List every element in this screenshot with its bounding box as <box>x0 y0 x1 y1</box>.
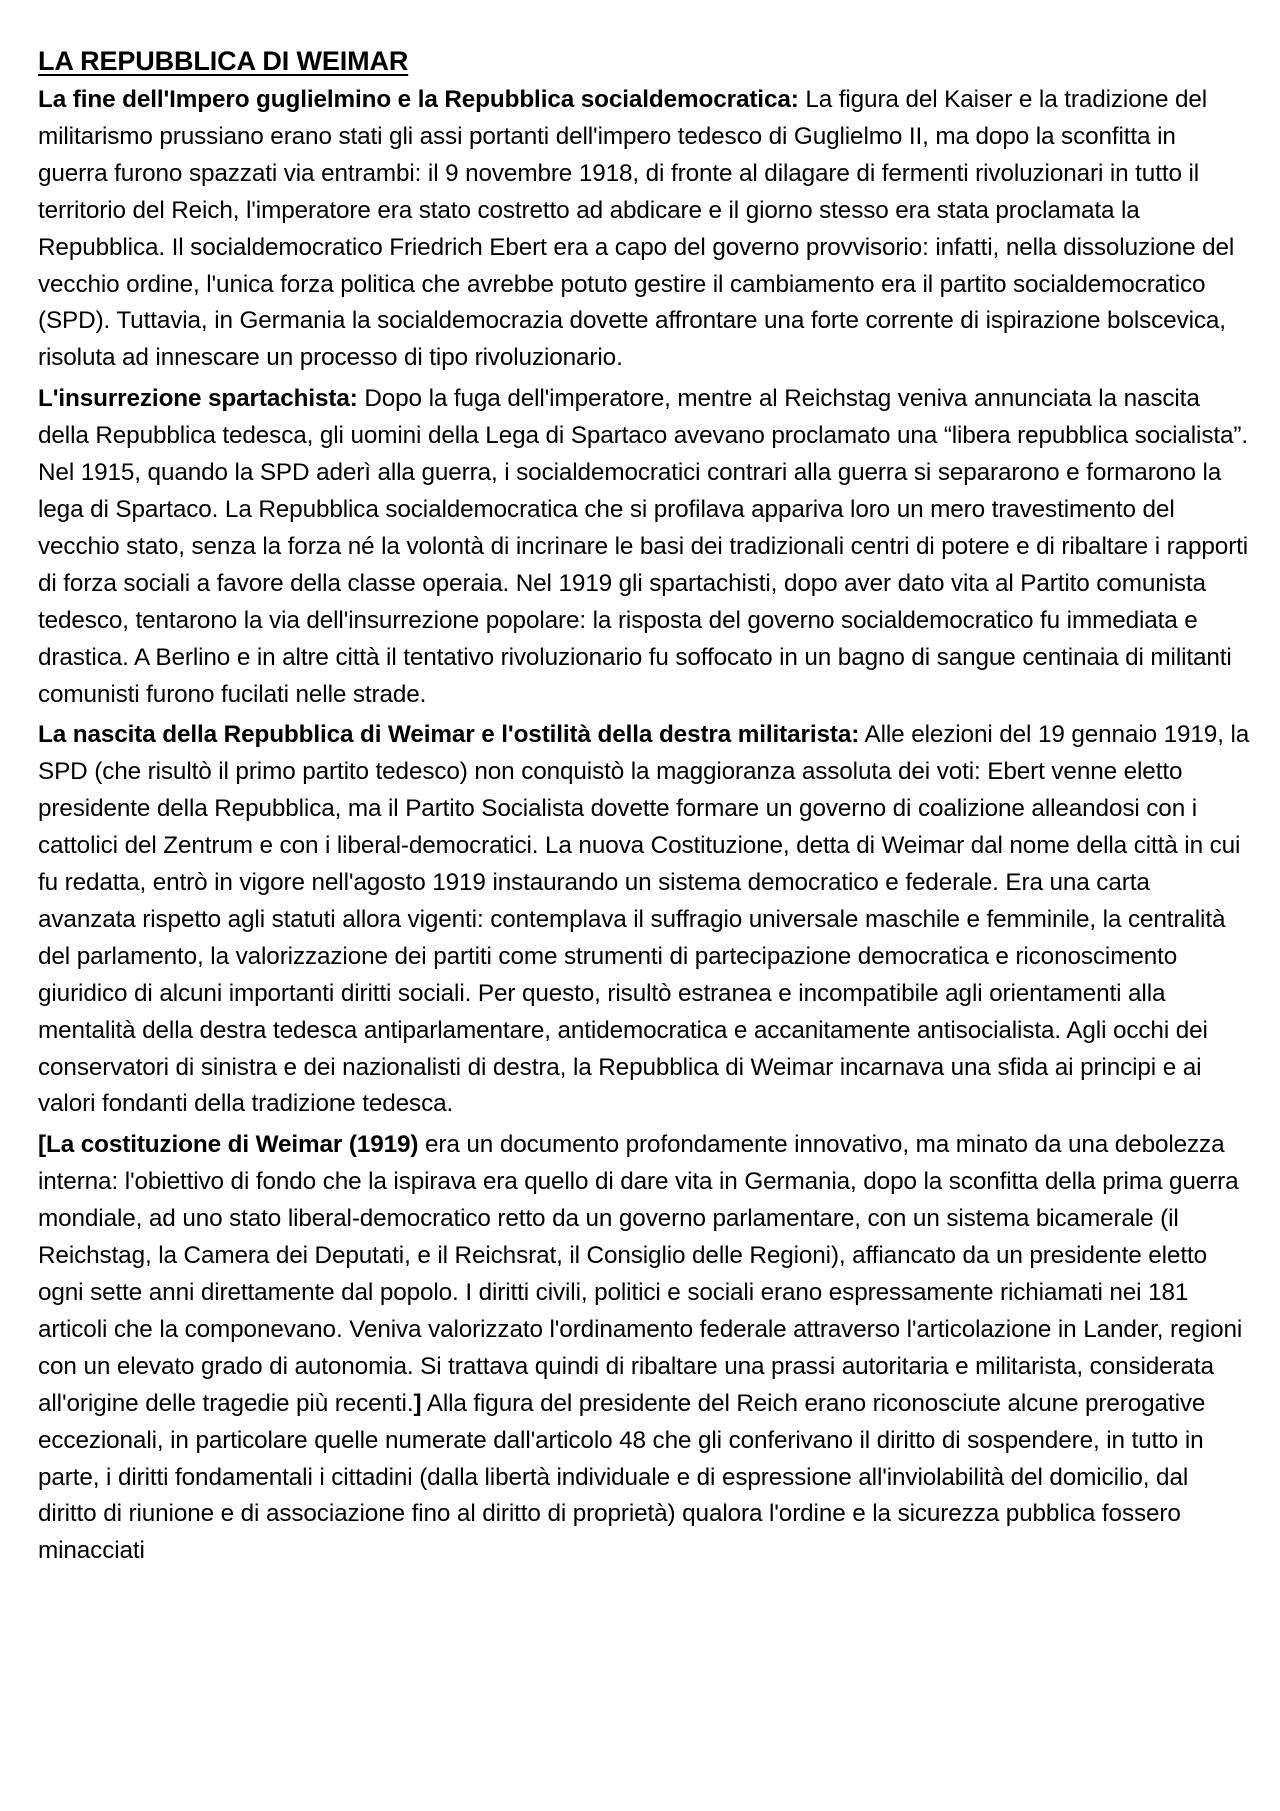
paragraph-costituzione <box>38 1127 1250 1570</box>
paragraph-insurrezione-spartachista <box>38 381 1250 713</box>
paragraph-nascita-repubblica <box>38 717 1250 1123</box>
paragraph-text-continued: Alla figura del presidente del Reich erano riconosciute alcune prerogative eccezionali, in particolare quelle numerate dall'articolo 48 che gli conferivano il diritto di sospendere, in tutto in parte, i diritti fondamentali i cittadini (dalla libertà individuale e di espressione all'inviolabilità del domicilio, dal diritto di riunione e di associazione fino al diritto di proprietà) qualora l'ordine e la sicurezza pubblica fossero minacciati <box>38 1389 1206 1565</box>
document-title: LA REPUBBLICA DI WEIMAR <box>38 46 409 76</box>
paragraph-heading: [La costituzione di Weimar (1919) <box>38 1131 419 1159</box>
document-page <box>38 42 1250 1574</box>
paragraph-heading: La nascita della Repubblica di Weimar e l'ostilità della destra militarista: <box>38 721 860 749</box>
paragraph-fine-impero <box>38 82 1250 377</box>
paragraph-heading: L'insurrezione spartachista: <box>38 385 358 413</box>
paragraph-heading: La fine dell'Impero guglielmino e la Repubblica socialdemocratica: <box>38 86 799 113</box>
closing-bracket: ] <box>413 1389 422 1417</box>
paragraph-text: Alle elezioni del 19 gennaio 1919, la SPD (che risultò il primo partito tedesco) non conquistò la maggioranza assoluta dei voti: Ebert venne eletto presidente della Repubblica, ma il Partito Socialista dovette formare un governo di coalizione alleandosi con i cattolici del Zentrum e con i liberal-democratici. La nuova Costituzione, detta di Weimar dal nome della città in cui fu redatta, entrò in vigore nell'agosto 1919 instaurando un sistema democratico e federale. Era una carta avanzata rispetto agli statuti allora vigenti: contemplava il suffragio universale maschile e femminile, la centralità del parlamento, la valorizzazione dei partiti come strumenti di partecipazione democratica e riconoscimento giuridico di alcuni importanti diritti sociali. Per questo, risultò estranea e incompatibile agli orientamenti alla mentalità della destra tedesca antiparlamentare, antidemocratica e accanitamente antisocialista. Agli occhi dei conservatori di sinistra e dei nazionalisti di destra, la Repubblica di Weimar incarnava una sfida ai principi e ai valori fondanti della tradizione tedesca. <box>38 721 1250 1118</box>
paragraph-text: La figura del Kaiser e la tradizione del militarismo prussiano erano stati gli assi portanti dell'impero tedesco di Guglielmo II, ma dopo la sconfitta in guerra furono spazzati via entrambi: il 9 novembre 1918, di fronte al dilagare di fermenti rivoluzionari in tutto il territorio del Reich, l'imperatore era stato costretto ad abdicare e il giorno stesso era stata proclamata la Repubblica. Il socialdemocratico Friedrich Ebert era a capo del governo provvisorio: infatti, nella dissoluzione del vecchio ordine, l'unica forza politica che avrebbe potuto gestire il cambiamento era il partito socialdemocratico (SPD). Tuttavia, in Germania la socialdemocrazia dovette affrontare una forte corrente di ispirazione bolscevica, risoluta ad innescare un processo di tipo rivoluzionario. <box>38 86 1235 372</box>
paragraph-text: era un documento profondamente innovativo, ma minato da una debolezza interna: l'obiettivo di fondo che la ispirava era quello di dare vita in Germania, dopo la sconfitta della prima guerra mondiale, ad uno stato liberal-democratico retto da un governo parlamentare, con un sistema bicamerale (il Reichstag, la Camera dei Deputati, e il Reichsrat, il Consiglio delle Regioni), affiancato da un presidente eletto ogni sette anni direttamente dal popolo. I diritti civili, politici e sociali erano espressamente richiamati nei 181 articoli che la componevano. Veniva valorizzato l'ordinamento federale attraverso l'articolazione in Lander, regioni con un elevato grado di autonomia. Si trattava quindi di ribaltare una prassi autoritaria e militarista, considerata all'origine delle tragedie più recenti. <box>38 1131 1243 1417</box>
paragraph-text: Dopo la fuga dell'imperatore, mentre al Reichstag veniva annunciata la nascita della Repubblica tedesca, gli uomini della Lega di Spartaco avevano proclamato una “libera repubblica socialista”. Nel 1915, quando la SPD aderì alla guerra, i socialdemocratici contrari alla guerra si separarono e formarono la lega di Spartaco. La Repubblica socialdemocratica che si profilava appariva loro un mero travestimento del vecchio stato, senza la forza né la volontà di incrinare le basi dei tradizionali centri di potere e di ribaltare i rapporti di forza sociali a favore della classe operaia. Nel 1919 gli spartachisti, dopo aver dato vita al Partito comunista tedesco, tentarono la via dell'insurrezione popolare: la risposta del governo socialdemocratico fu immediata e drastica. A Berlino e in altre città il tentativo rivoluzionario fu soffocato in un bagno di sangue centinaia di militanti comunisti furono fucilati nelle strade. <box>38 385 1249 708</box>
